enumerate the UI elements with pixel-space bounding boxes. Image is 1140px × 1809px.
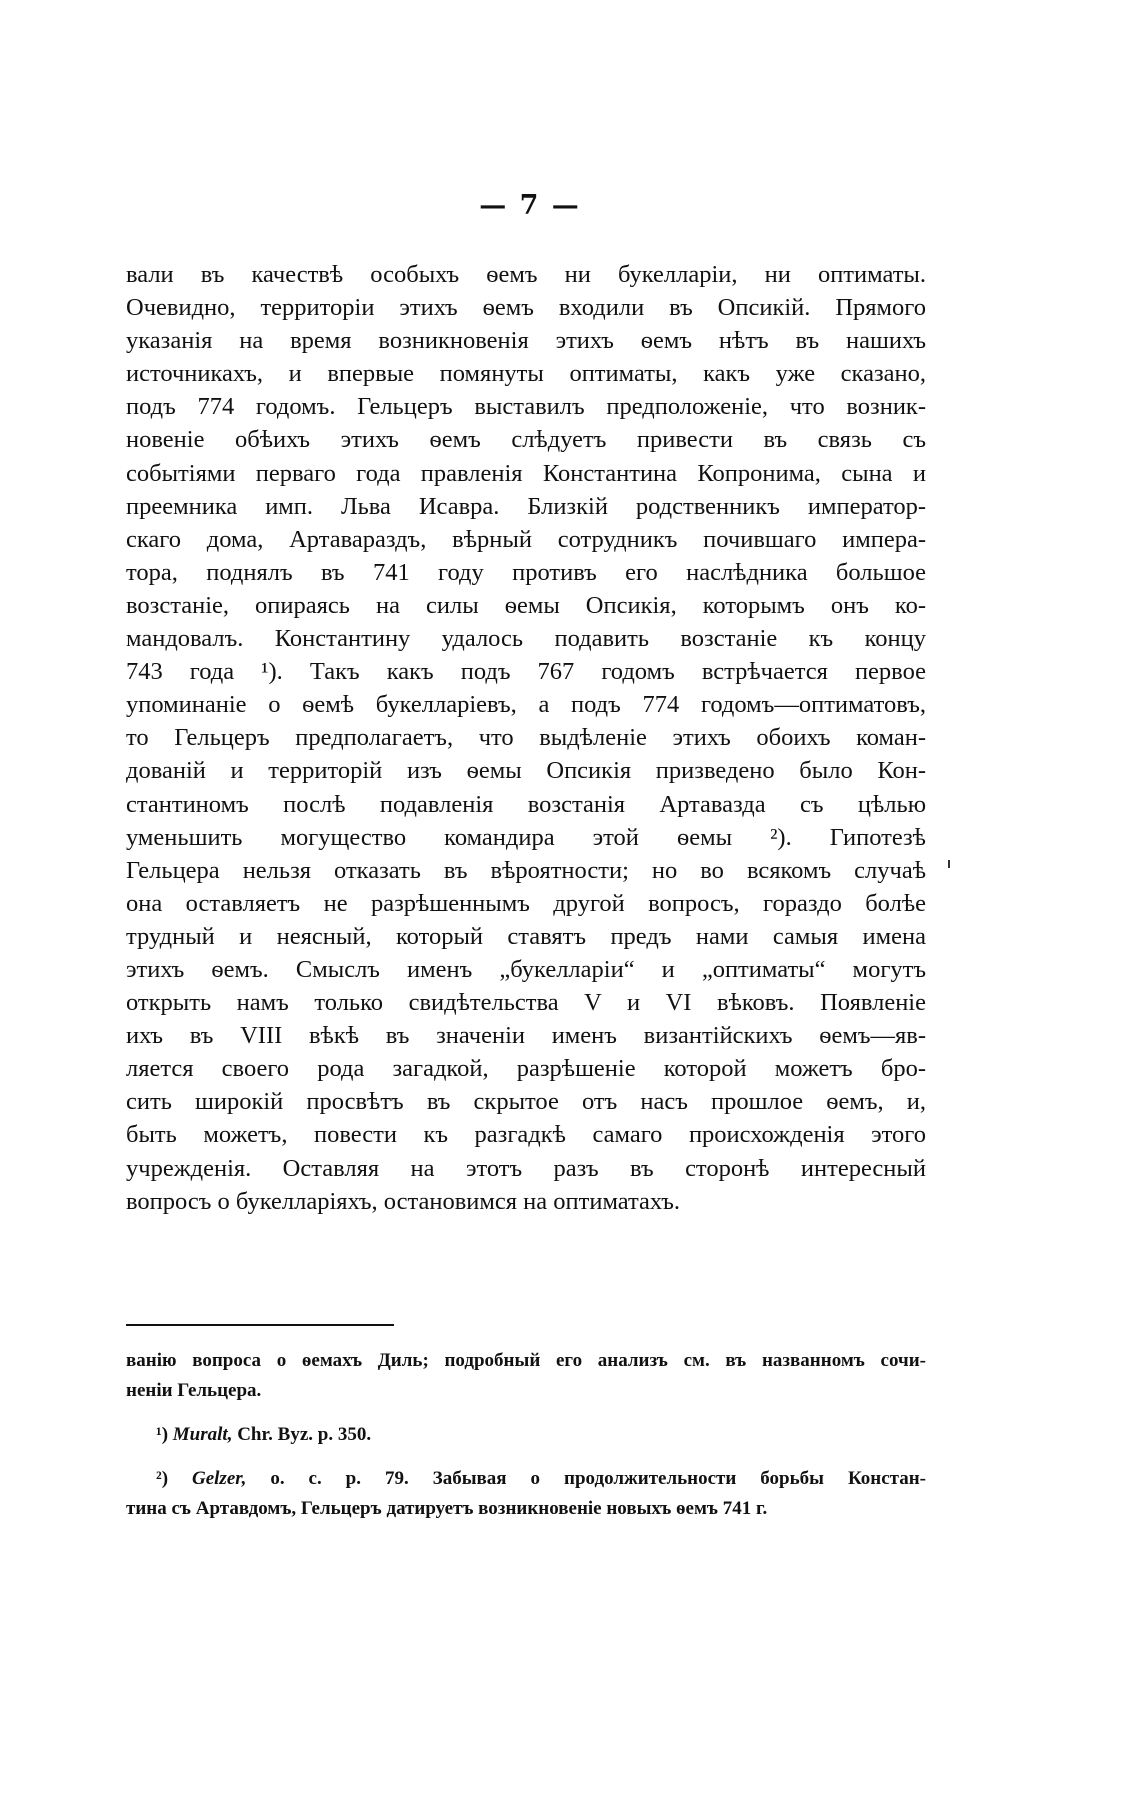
body-line: она оставляетъ не разрѣшеннымъ другой вопросъ, гораздо болѣе: [126, 889, 926, 917]
footnote-1-text: Chr. Byz. p. 350.: [237, 1424, 372, 1445]
body-line: Очевидно, территоріи этихъ ѳемъ входили въ Опсикій. Прямого: [126, 294, 926, 322]
footnote-2-author: Gelzer,: [192, 1468, 247, 1489]
body-line: преемника имп. Льва Исавра. Близкій родственникъ император-: [126, 492, 926, 520]
body-line: скаго дома, Артавараздъ, вѣрный сотрудникъ почившаго импера-: [126, 525, 926, 553]
body-line: то Гельцеръ предполагаетъ, что выдѣленіе этихъ обоихъ коман-: [126, 724, 926, 752]
body-line: тора, поднялъ въ 741 году противъ его наслѣдника большое: [126, 558, 926, 586]
footnote-2-mark: ²): [156, 1468, 169, 1489]
body-line: Гельцера нельзя отказать въ вѣроятности; но во всякомъ случаѣ: [126, 856, 926, 884]
body-line: дованій и территорій изъ ѳемы Опсикія призведено было Кон-: [126, 757, 926, 785]
body-line: учрежденія. Оставляя на этотъ разъ въ сторонѣ интересный: [126, 1154, 926, 1182]
body-line: возстаніе, опираясь на силы ѳемы Опсикія, которымъ онъ ко-: [126, 591, 926, 619]
body-line: уменьшить могущество командира этой ѳемы ²). Гипотезѣ: [126, 823, 926, 851]
body-line: 743 года ¹). Такъ какъ подъ 767 годомъ встрѣчается первое: [126, 658, 926, 686]
body-line: ихъ въ VIII вѣкѣ въ значеніи именъ византійскихъ ѳемъ—яв-: [126, 1022, 926, 1050]
body-line: этихъ ѳемъ. Смыслъ именъ „букелларіи“ и „оптиматы“ могутъ: [126, 955, 926, 983]
footnote-continuation-line: неніи Гельцера.: [126, 1380, 262, 1401]
body-line: подъ 774 годомъ. Гельцеръ выставилъ предположеніе, что возник-: [126, 393, 926, 421]
footnote-2-line: [126, 1464, 926, 1494]
body-text: [126, 258, 926, 1218]
footnote-2-line: тина съ Артавдомъ, Гельцеръ датируетъ возникновеніе новыхъ ѳемъ 741 г.: [126, 1498, 768, 1519]
body-line: мандовалъ. Константину удалось подавить возстаніе къ концу: [126, 625, 926, 653]
footnote-1-mark: ¹): [156, 1424, 169, 1445]
footnote-divider: [126, 1324, 394, 1326]
footnote-spacer: [126, 1406, 926, 1420]
body-line-last: вопросъ о букелларіяхъ, остановимся на оптиматахъ.: [126, 1187, 681, 1215]
body-line: источникахъ, и впервые помянуты оптиматы, какъ уже сказано,: [126, 360, 926, 388]
margin-mark: [948, 860, 950, 868]
body-line: открыть намъ только свидѣтельства V и VI вѣковъ. Появленіе: [126, 989, 926, 1017]
footnote-continuation-line: ванію вопроса о ѳемахъ Диль; подробный его анализъ см. въ названномъ сочи-: [126, 1350, 926, 1371]
footnote-2-text: o. c. p. 79. Забывая о продолжительности борьбы Констан-: [270, 1468, 926, 1489]
body-line: новеніе обѣихъ этихъ ѳемъ слѣдуетъ привести въ связь съ: [126, 426, 926, 454]
page-number: — 7 —: [479, 190, 581, 221]
body-line: ляется своего рода загадкой, разрѣшеніе которой можетъ бро-: [126, 1055, 926, 1083]
footnote-spacer: [126, 1450, 926, 1464]
footnotes: [126, 1346, 926, 1524]
footnote-1-author: Muralt,: [172, 1424, 233, 1445]
body-line: быть можетъ, повести къ разгадкѣ самаго происхожденія этого: [126, 1121, 926, 1149]
body-line: упоминаніе о ѳемѣ букелларіевъ, а подъ 774 годомъ—оптиматовъ,: [126, 691, 926, 719]
body-line: трудный и неясный, который ставятъ предъ нами самыя имена: [126, 922, 926, 950]
footnote-1: [126, 1420, 926, 1450]
body-line: стантиномъ послѣ подавленія возстанія Артавазда съ цѣлью: [126, 790, 926, 818]
body-line: сить широкій просвѣтъ въ скрытое отъ насъ прошлое ѳемъ, и,: [126, 1088, 926, 1116]
body-line: вали въ качествѣ особыхъ ѳемъ ни букелларіи, ни оптиматы.: [126, 261, 926, 288]
body-line: указанія на время возникновенія этихъ ѳемъ нѣтъ въ нашихъ: [126, 327, 926, 355]
body-line: событіями перваго года правленія Константина Копронима, сына и: [126, 459, 926, 487]
